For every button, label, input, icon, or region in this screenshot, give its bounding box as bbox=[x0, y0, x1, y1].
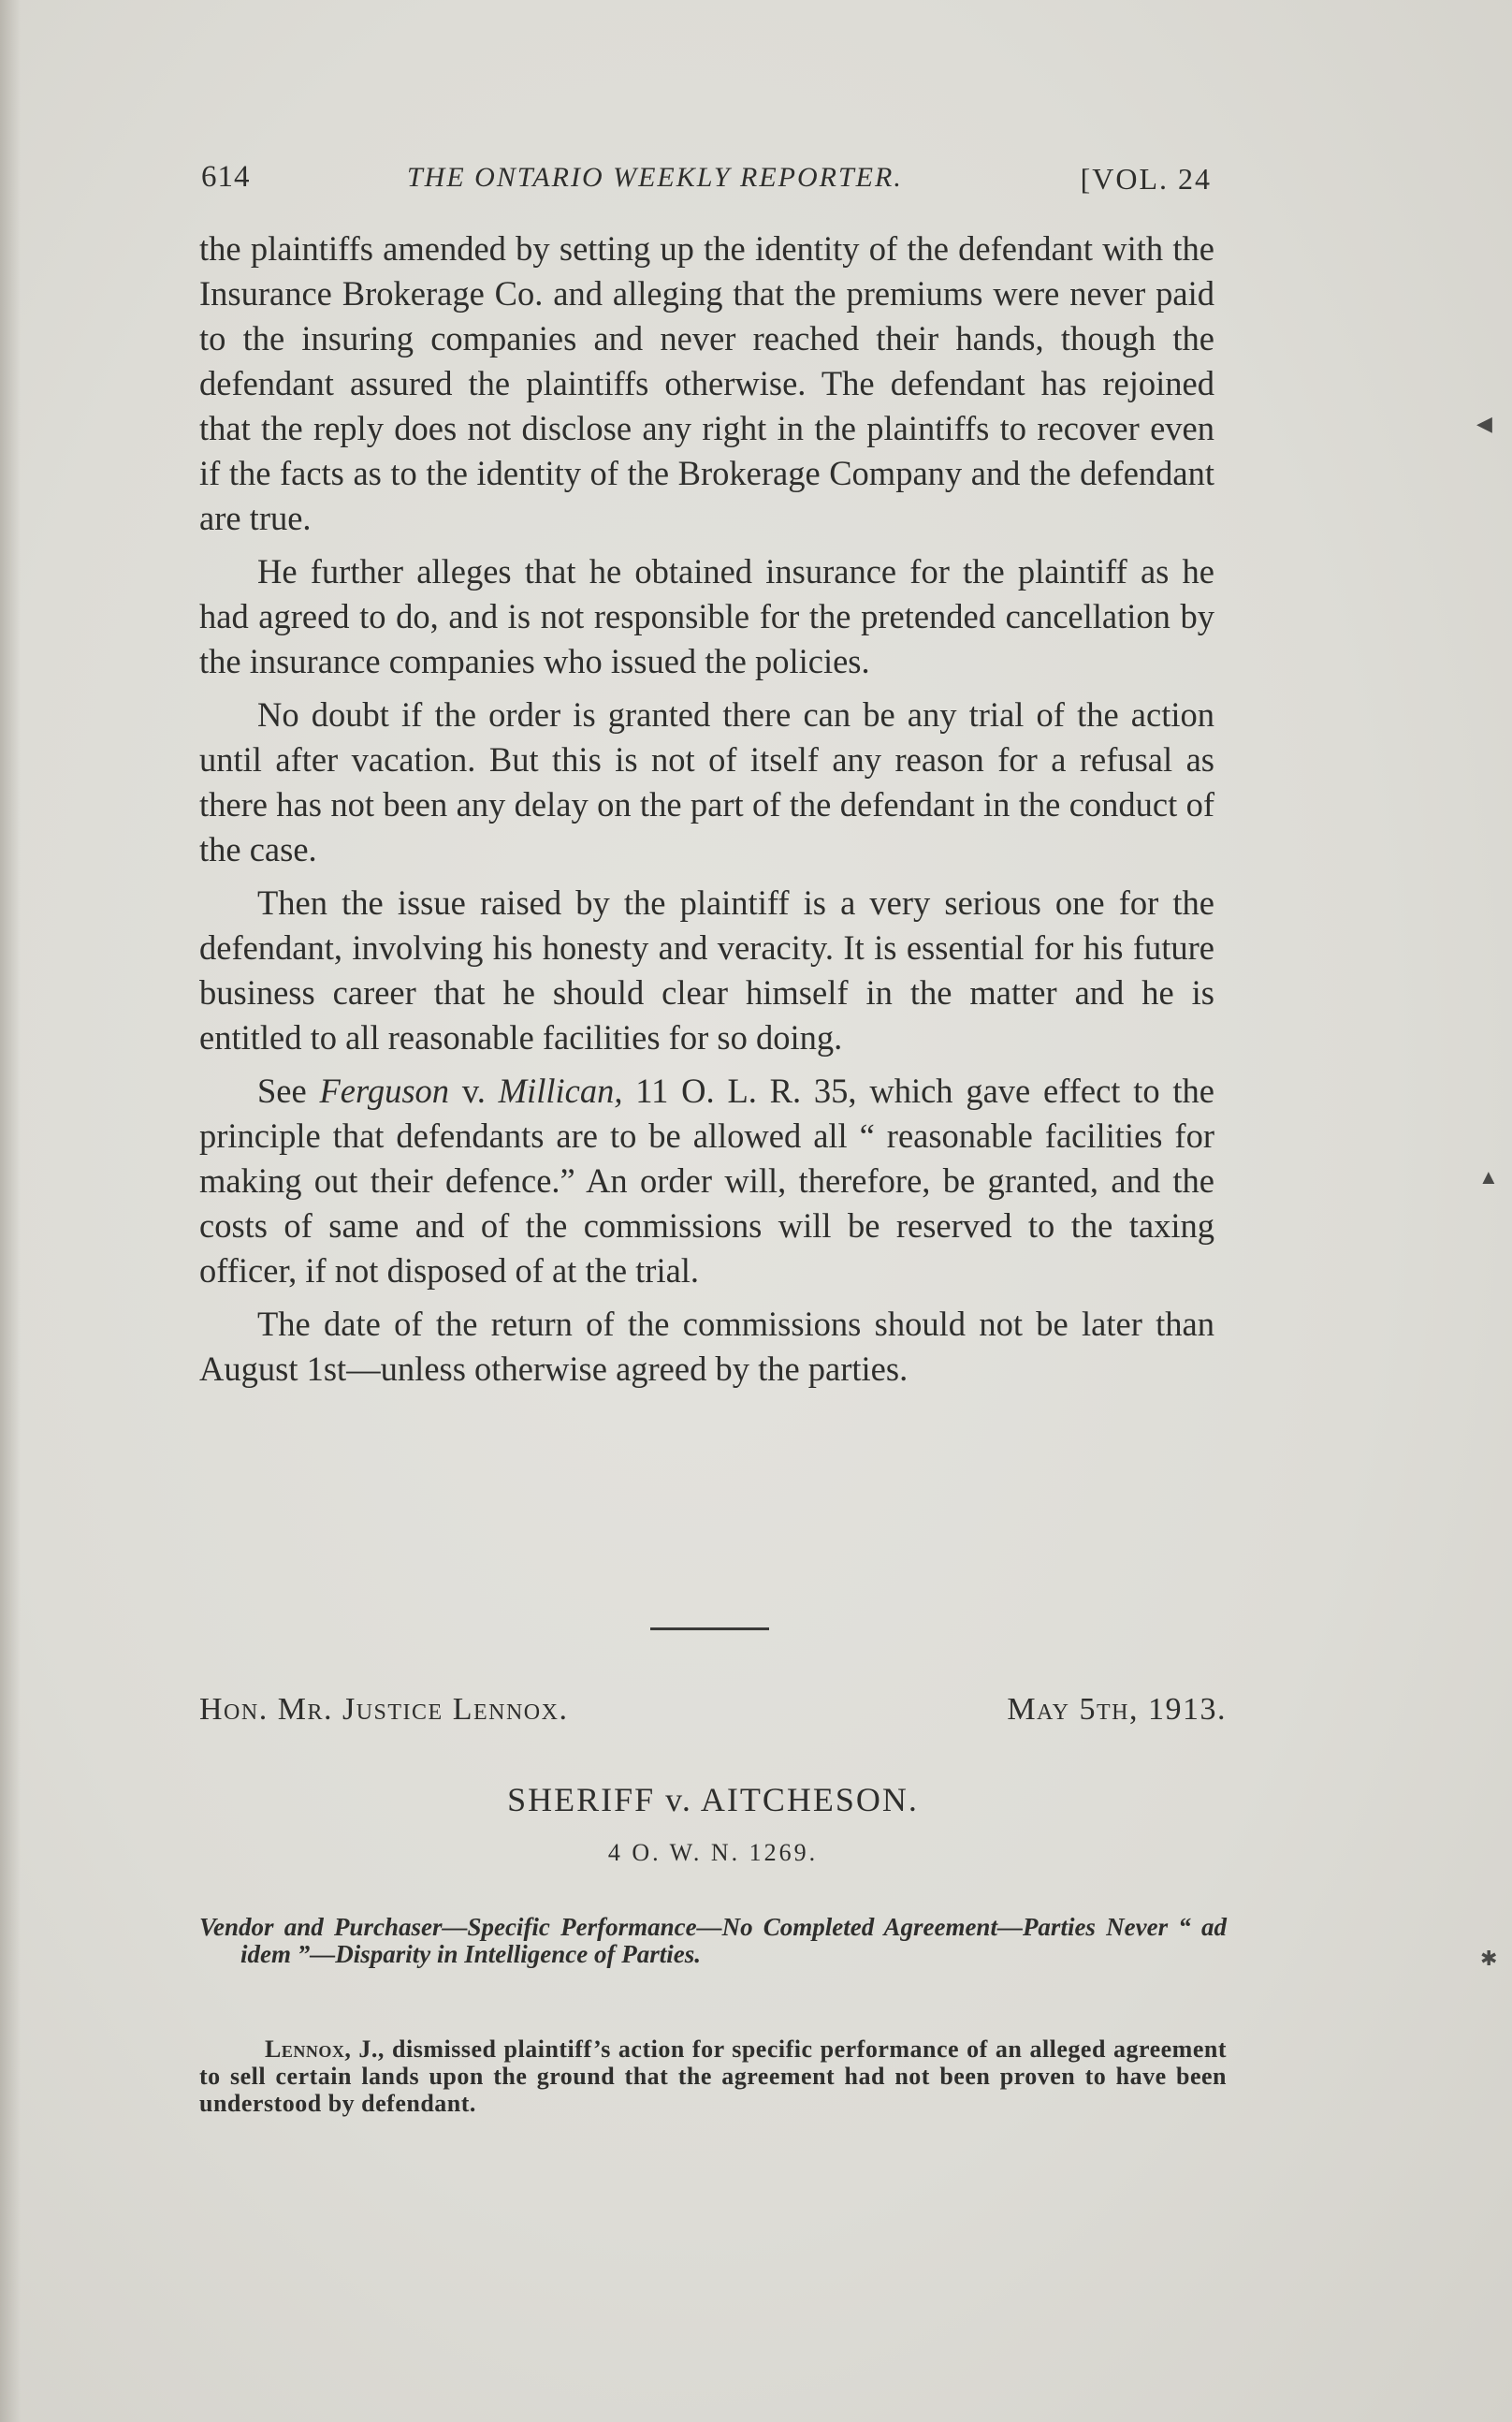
paragraph: Then the issue raised by the plaintiff is a very serious one for the defendant, involving his honesty and veracity. It is essential for his future business career that he should clear himself in the matter and he is entitled to all reasonable facilities for so doing. bbox=[199, 883, 1214, 1057]
judge-line bbox=[199, 1692, 1227, 1739]
binding-shadow bbox=[0, 0, 21, 2422]
summary-text: dismissed plaintiff’s action for specific performance of an alleged agreement to sell certain lands upon the ground that the agreement had not been proven to have been understood by defendant. bbox=[199, 2035, 1227, 2117]
section-divider bbox=[650, 1627, 769, 1630]
margin-mark: ▲ bbox=[1478, 1165, 1499, 1189]
case-citation: 4 O. W. N. 1269. bbox=[607, 1839, 819, 1866]
case-title: SHERIFF v. AITCHESON. bbox=[507, 1781, 919, 1818]
journal-title: THE ONTARIO WEEKLY REPORTER. bbox=[407, 162, 903, 193]
body-text bbox=[199, 226, 1214, 1400]
judge-name: Hon. Mr. Justice Lennox. bbox=[199, 1692, 569, 1727]
paragraph: No doubt if the order is granted there can be any trial of the action until after vacation. But this is not of itself any reason for a refusal as there has not been any delay on the part of the defendant in the conduct of the case. bbox=[199, 695, 1214, 868]
paragraph: The date of the return of the commissions should not be later than August 1st—unless otherwise agreed by the parties. bbox=[199, 1305, 1214, 1388]
margin-mark: ◀ bbox=[1476, 412, 1492, 435]
page-number: 614 bbox=[201, 160, 251, 194]
case-party: Ferguson bbox=[319, 1072, 450, 1110]
text-run: See bbox=[257, 1072, 320, 1110]
summary-lead: Lennox, J., bbox=[265, 2035, 385, 2063]
case-party: Millican, bbox=[498, 1072, 623, 1110]
running-head bbox=[201, 153, 1212, 209]
text-run: 11 O. L. R. 35, which gave effect to the principle that defendants are to be allowed all “ reasonable facilities for making out their defence.” An order will, therefore, be granted, and the costs of same and of the commissions will be reserved to the taxing officer, if not disposed of at the trial. bbox=[199, 1072, 1214, 1290]
margin-mark: ✱ bbox=[1480, 1947, 1498, 1970]
text-run: v. bbox=[449, 1072, 499, 1110]
ferguson-paragraph bbox=[199, 1069, 1214, 1293]
headnote: Vendor and Purchaser—Specific Performance—No Completed Agreement—Parties Never “ ad idem ”—Disparity in Intelligence of Parties. bbox=[199, 1913, 1227, 1968]
paragraph: He further alleges that he obtained insurance for the plaintiff as he had agreed to do, and is not responsible for the pretended cancellation by the insurance companies who issued the policies. bbox=[199, 552, 1214, 680]
volume-label: [VOL. 24 bbox=[1080, 162, 1212, 196]
judgment-date: May 5th, 1913. bbox=[1007, 1692, 1227, 1727]
case-summary bbox=[199, 2035, 1227, 2117]
paragraph: the plaintiffs amended by setting up the identity of the defendant with the Insurance Brokerage Co. and alleging that the premiums were never paid to the insuring companies and never reached their hands, though the defendant assured the plaintiffs otherwise. The defendant has rejoined that the reply does not disclose any right in the plaintiffs to recover even if the facts as to the identity of the Brokerage Company and the defendant are true. bbox=[199, 229, 1214, 537]
